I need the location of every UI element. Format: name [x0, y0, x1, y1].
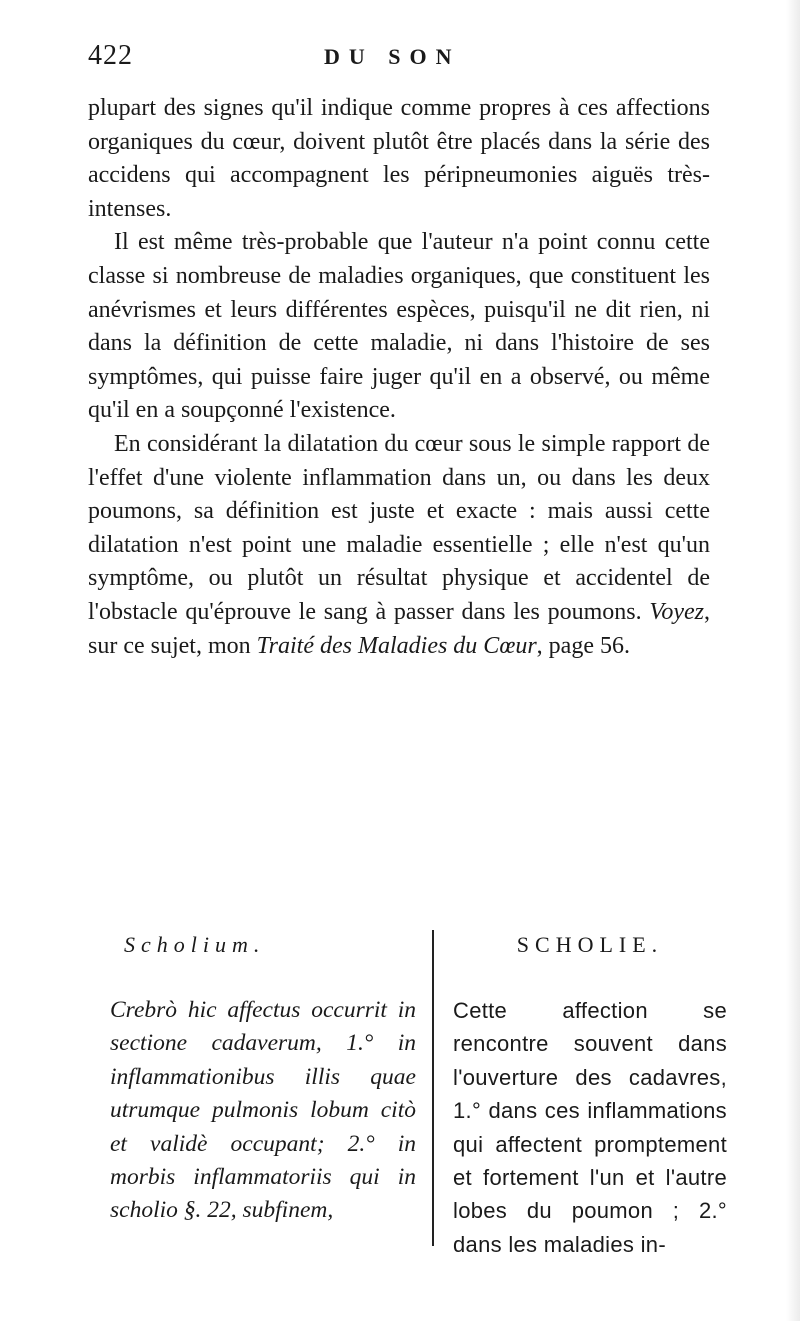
page-number: 422 [88, 40, 133, 71]
paragraph-3-part-b: , sur ce sujet, mon [88, 598, 710, 659]
latin-column [110, 930, 416, 1228]
running-title: DU SON [324, 44, 461, 69]
paragraph-3-part-c: , page 56. [536, 632, 630, 659]
column-divider [432, 930, 434, 1246]
french-heading: SCHOLIE. [516, 932, 664, 957]
latin-heading: Scholium. [124, 932, 266, 957]
french-column [453, 930, 727, 1261]
paragraph-1: plupart des signes qu'il indique comme propres à ces affections organiques du cœur, doivent plutôt être placés dans la série des accidens qui accompagnent les péripneumonies aiguës très-intenses. [88, 95, 710, 222]
french-text: Cette affection se rencontre souvent dans l'ouverture des cadavres, 1.° dans ces inflammations qui affectent promptement et fortement l'un et l'autre lobes du poumon ; 2.° dans les maladies in- [453, 998, 727, 1257]
paragraph-3 [88, 428, 710, 663]
paragraph-3-part-a: En considérant la dilatation du cœur sous le simple rapport de l'effet d'une violente inflammation dans un, ou dans les deux poumons, sa définition est juste et exacte : mais aussi cette dilatation n'est point une maladie essentielle ; elle n'est qu'un symptôme, ou plutôt un résultat physique et accidentel de l'obstacle qu'éprouve le sang à passer dans les poumons. [88, 430, 710, 625]
page-edge-shadow [786, 0, 800, 1321]
main-text [88, 92, 710, 663]
paragraph-2: Il est même très-probable que l'auteur n'a point connu cette classe si nombreuse de maladies organiques, que constituent les anévrismes et leurs différentes espèces, puisqu'il ne dit rien, ni dans la définition de cette maladie, ni dans l'histoire de ses symptômes, qui puisse faire juger qu'il en a observé, ou même qu'il en a soupçonné l'existence. [88, 229, 710, 424]
voyez-italic: Voyez [649, 598, 704, 625]
running-header [88, 40, 728, 80]
latin-text: Crebrò hic affectus occurrit in sectione cadaverum, 1.° in inflammationibus illis quae utrumque pulmonis lobum citò et validè occupant; 2.° in morbis inflammatoriis qui in scholio §. 22, subfinem, [110, 997, 416, 1224]
book-title-italic: Traité des Maladies du Cœur [256, 632, 537, 659]
